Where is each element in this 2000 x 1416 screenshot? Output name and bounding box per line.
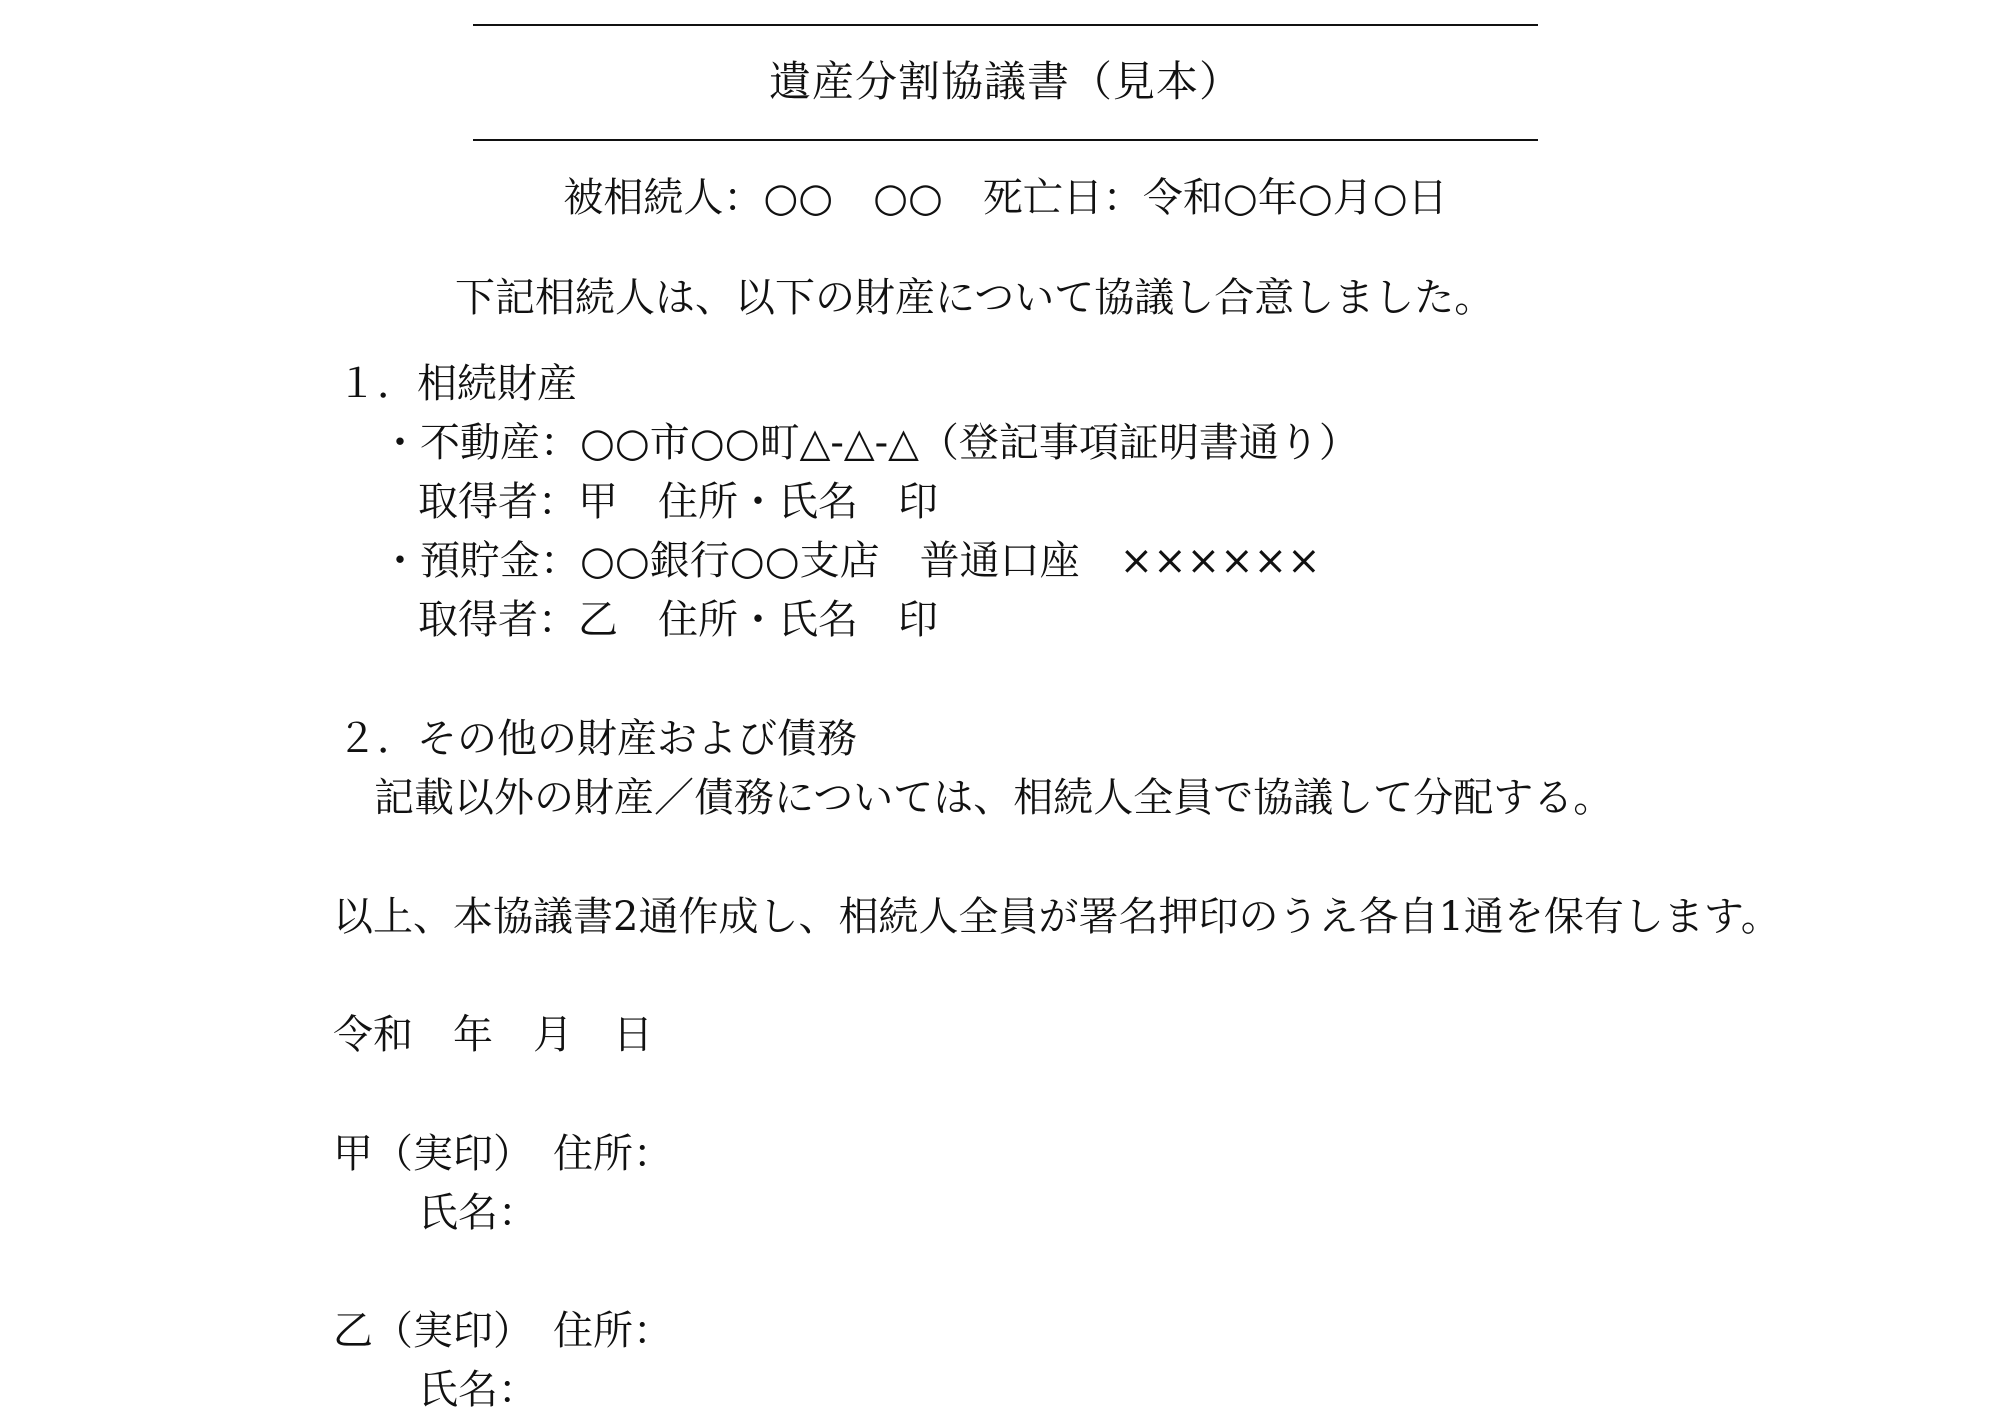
closing-statement: 以上、本協議書2通作成し、相続人全員が署名押印のうえ各自1通を保有します。 [333, 894, 1781, 940]
signing-date: 令和 年 月 日 [333, 1012, 653, 1058]
acquirer-real-estate: 取得者：甲 住所・氏名 印 [418, 479, 938, 525]
section1-heading: １．相続財産 [337, 361, 577, 407]
signatory-a-address: 甲（実印） 住所： [333, 1131, 673, 1177]
section2-body: 記載以外の財産／債務については、相続人全員で協議して分配する。 [374, 775, 1614, 821]
acquirer-deposits: 取得者：乙 住所・氏名 印 [418, 597, 938, 643]
section2-heading: ２．その他の財産および債務 [337, 716, 857, 762]
document-title: 遺産分割協議書（見本） [768, 57, 1242, 106]
top-rule [473, 24, 1538, 26]
asset-real-estate: ・不動産：○○市○○町△-△-△（登記事項証明書通り） [380, 420, 1359, 466]
deceased-info: 被相続人：○○ ○○ 死亡日：令和○年○月○日 [563, 175, 1448, 221]
signatory-b-address: 乙（実印） 住所： [333, 1308, 673, 1354]
bottom-rule [473, 139, 1538, 141]
signatory-b-name: 氏名： [418, 1367, 538, 1413]
asset-deposits: ・預貯金：○○銀行○○支店 普通口座 ×××××× [380, 538, 1321, 584]
signatory-a-name: 氏名： [418, 1190, 538, 1236]
intro-statement: 下記相続人は、以下の財産について協議し合意しました。 [455, 275, 1495, 321]
